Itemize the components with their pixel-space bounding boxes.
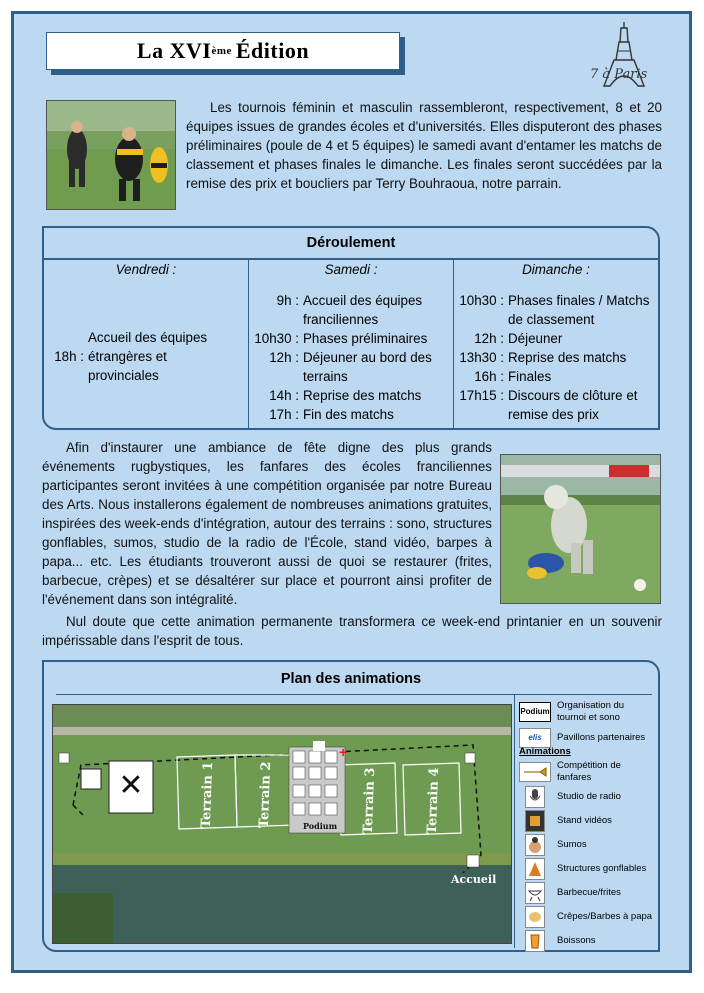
schedule-event xyxy=(456,291,654,329)
field-label: Terrain 1 xyxy=(198,761,217,829)
day-column-sunday xyxy=(453,258,658,428)
legend-label: Stand vidéos xyxy=(557,815,612,826)
event-time: 12h : xyxy=(474,331,504,346)
schedule-event xyxy=(456,348,654,367)
event-desc: Déjeuner xyxy=(508,331,563,346)
day-column-saturday xyxy=(248,258,453,428)
page-title xyxy=(46,32,400,70)
schedule-event xyxy=(251,329,449,348)
schedule-panel xyxy=(42,226,660,430)
legend-item xyxy=(525,786,621,808)
event-desc: Discours de clôture et remise des prix xyxy=(508,388,638,422)
legend-label: Boissons xyxy=(557,935,596,946)
day-name: Dimanche : xyxy=(522,262,590,277)
legend-label: Structures gonflables xyxy=(557,863,647,874)
legend-item xyxy=(519,700,653,724)
body-paragraph-2: Nul doute que cette animation permanente transformera ce week-end printanier en un souvenir impérissable dans l'esprit de tous. xyxy=(42,614,662,648)
elis-icon: elis xyxy=(519,728,551,748)
legend-item xyxy=(525,810,612,832)
trumpet-icon xyxy=(519,762,551,782)
event-time: 17h : xyxy=(269,407,299,422)
animations-header: Animations xyxy=(519,746,571,757)
legend-label: Pavillons partenaires xyxy=(557,732,646,743)
event-desc: Accueil des équipes franciliennes xyxy=(303,293,423,327)
event-time: 12h : xyxy=(269,350,299,365)
schedule-event xyxy=(456,329,654,348)
event-desc: Phases finales / Matchs de classement xyxy=(508,293,650,327)
field-label: Terrain 3 xyxy=(360,767,379,835)
podium-map-label: Podium xyxy=(303,821,338,831)
schedule-event xyxy=(251,386,449,405)
day-name: Vendredi : xyxy=(115,262,177,277)
event-time: 16h : xyxy=(474,369,504,384)
accueil-label: Accueil xyxy=(451,873,497,886)
body-text-2 xyxy=(42,612,662,650)
schedule-event xyxy=(251,405,449,424)
legend-item xyxy=(525,882,621,904)
drink-icon xyxy=(525,930,545,952)
legend-label: Crêpes/Barbes à papa xyxy=(557,911,653,922)
day-name: Samedi : xyxy=(324,262,378,277)
microphone-icon xyxy=(525,786,545,808)
schedule-event xyxy=(456,386,654,424)
podium-icon: Podium xyxy=(519,702,551,722)
event-desc: Phases préliminaires xyxy=(303,331,428,346)
video-icon xyxy=(525,810,545,832)
event-desc: Reprise des matchs xyxy=(508,350,627,365)
field-label: Terrain 2 xyxy=(256,761,275,829)
schedule-event xyxy=(50,328,242,385)
event-time: 17h15 : xyxy=(459,388,504,403)
sumo-icon xyxy=(525,834,545,856)
plan-panel xyxy=(42,660,660,952)
schedule-title: Déroulement xyxy=(306,235,396,251)
event-desc: Reprise des matchs xyxy=(303,388,422,403)
legend-item xyxy=(525,930,596,952)
mascot-photo xyxy=(500,454,661,604)
inflatable-icon xyxy=(525,858,545,880)
svg-text:+: + xyxy=(339,744,348,760)
aerial-map xyxy=(52,704,512,944)
legend-item xyxy=(519,760,647,784)
rugby-photo xyxy=(46,100,176,210)
eiffel-tower-logo xyxy=(584,20,664,90)
schedule-event xyxy=(251,348,449,386)
event-desc: Accueil des équipes étrangères et provinciales xyxy=(88,330,208,383)
logo-text: 7 à Paris xyxy=(590,67,648,82)
schedule-event xyxy=(456,367,654,386)
event-time: 18h : xyxy=(54,349,84,364)
legend-item xyxy=(525,834,587,856)
title-end: Édition xyxy=(235,38,310,63)
legend-item xyxy=(525,858,646,880)
schedule-event xyxy=(251,291,449,329)
legend-label: Sumos xyxy=(557,839,587,850)
legend-item xyxy=(525,906,652,928)
field-label: Terrain 4 xyxy=(424,767,443,835)
body-paragraph-1: Afin d'instaurer une ambiance de fête digne des plus grands événements rugbystiques, les fanfares des écoles franciliennes participantes seront invitées à une compétition organisée par notre Bureau des Arts. Nous installerons également de nombreuses animations gratuites, inspirées des week-ends d'intégration, autour des terrains : sono, structures gonflables, sumos, studio de la radio de l'École, stand vidéo, barpes à papa... etc. Les étudiants trouveront aussi de quoi se restaurer (frites, barbecue, crèpes) et se désaltérer sur place et pourront ainsi profiter de l'événement dans son intégralité. xyxy=(42,440,492,607)
crepe-icon xyxy=(525,906,545,928)
event-desc: Finales xyxy=(508,369,552,384)
barbecue-icon xyxy=(525,882,545,904)
svg-text:✕: ✕ xyxy=(118,769,144,802)
event-time: 10h30 : xyxy=(459,293,504,308)
title-superscript: ème xyxy=(211,45,232,57)
legend-label: Compétition de fanfares xyxy=(557,760,621,783)
schedule-columns xyxy=(44,258,658,428)
event-time: 13h30 : xyxy=(459,350,504,365)
title-main: La XVI xyxy=(136,38,212,63)
day-column-friday xyxy=(44,258,248,428)
legend-label: Barbecue/frites xyxy=(557,887,621,898)
event-time: 14h : xyxy=(269,388,299,403)
event-desc: Déjeuner au bord des terrains xyxy=(303,350,432,384)
legend-label: Studio de radio xyxy=(557,791,621,802)
event-desc: Fin des matchs xyxy=(303,407,394,422)
event-time: 9h : xyxy=(276,293,299,308)
plan-legend xyxy=(514,694,659,948)
plan-title: Plan des animations xyxy=(280,671,422,687)
legend-label: Organisation du tournoi et sono xyxy=(557,700,625,723)
intro-paragraph: Les tournois féminin et masculin rassembleront, respectivement, 8 et 20 équipes issues de grandes écoles et d'universités. Elles disputeront des phases préliminaires (poule de 4 et 5 équipes) le samedi avant d'entamer les matchs de classement et phases finales le dimanche. Les finales seront succédées par la remise des prix et boucliers par Terry Bouhraoua, notre parrain. xyxy=(186,100,662,191)
legend-item xyxy=(519,728,645,748)
event-time: 10h30 : xyxy=(254,331,299,346)
body-text xyxy=(42,438,492,609)
